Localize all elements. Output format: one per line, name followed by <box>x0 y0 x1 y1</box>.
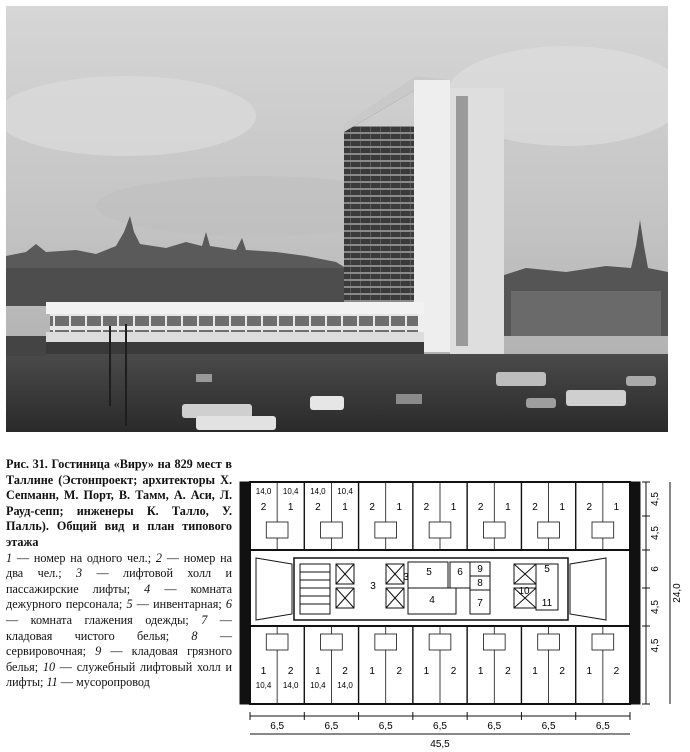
legend-text: — мусоропровод <box>57 675 150 690</box>
bottom-dimension: 6,5 <box>487 721 502 732</box>
bathroom-block <box>321 522 343 538</box>
bathroom-block <box>592 522 614 538</box>
legend-num: 2 <box>155 550 162 565</box>
core-room-number: 3 <box>370 581 376 592</box>
legend-text: — комната глажения одежды; <box>6 612 189 627</box>
bottom-dimension: 6,5 <box>433 721 447 732</box>
right-dimension: 6 <box>650 566 661 572</box>
legend-text: — номер на одного чел.; <box>12 550 152 565</box>
legend-num: 7 <box>201 612 208 627</box>
room-number: 2 <box>396 666 403 677</box>
bottom-dimension: 6,5 <box>595 721 610 732</box>
room-number: 1 <box>505 502 511 513</box>
bottom-dimension: 6,5 <box>270 721 285 732</box>
room-number: 1 <box>287 502 294 513</box>
core-room-number: 5 <box>544 564 550 575</box>
legend-item <box>126 597 221 611</box>
room-number: 1 <box>423 666 430 677</box>
bathroom-block <box>266 634 288 650</box>
room-number: 2 <box>342 666 348 677</box>
bathroom-block <box>538 522 560 538</box>
legend-list <box>6 551 232 691</box>
core-room-number: 9 <box>477 564 483 575</box>
room-number: 2 <box>287 666 294 677</box>
hotel-photo <box>6 6 668 432</box>
bathroom-block <box>266 522 288 538</box>
plan-labels <box>250 482 683 750</box>
room-number: 1 <box>477 666 484 677</box>
bathroom-block <box>483 522 505 538</box>
legend-text: — сервировочная; <box>6 628 233 659</box>
legend-text: — комната дежурного персонала; <box>6 581 232 612</box>
room-dimension: 10,4 <box>255 681 272 690</box>
legend-num: 8 <box>191 628 198 643</box>
total-width: 45,5 <box>430 739 450 750</box>
room-dimension: 10,4 <box>337 487 353 496</box>
caption-title: Рис. 31. Гостиница «Виру» на 829 мест в Таллине (Эстонпроект; архитекторы Х. Сепманн, М. Порт, В. Тамм, А. Аси, Л. Рауд-сепп; инженеры К. Талло, У. Палль). Общий вид и план типового этажа <box>6 457 232 549</box>
bathroom-block <box>321 634 343 650</box>
right-dimension: 4,5 <box>650 638 661 653</box>
legend-text: — лифтовой холл и пассажирские лифты; <box>6 566 232 596</box>
legend-text: — номер на два чел.; <box>6 550 233 581</box>
core-room-number: 6 <box>457 567 463 578</box>
room-number: 1 <box>559 502 565 513</box>
legend-text: — кладовая чистого белья; <box>6 612 232 643</box>
legend-text: — кладовая грязного белья; <box>6 644 233 674</box>
total-depth: 24,0 <box>672 583 683 603</box>
bathroom-block <box>538 634 560 650</box>
figure-caption <box>6 457 232 691</box>
room-number: 1 <box>260 666 267 677</box>
core-room-number: 3 <box>403 572 409 583</box>
bathroom-block <box>375 634 397 650</box>
bathroom-block <box>429 522 451 538</box>
room-dimension: 14,0 <box>282 681 299 690</box>
legend-num: 5 <box>126 597 133 612</box>
room-dimension: 10,4 <box>282 487 299 496</box>
legend-num: 3 <box>75 566 83 581</box>
room-dimension: 10,4 <box>310 681 326 690</box>
legend-text: — инвентарная; <box>132 597 222 612</box>
right-dimension: 4,5 <box>650 492 661 506</box>
core-room-number: 7 <box>477 598 483 609</box>
legend-item <box>6 551 151 565</box>
room-number: 1 <box>369 666 375 677</box>
room-number: 2 <box>369 502 375 513</box>
room-number: 2 <box>586 502 593 513</box>
room-number: 2 <box>559 666 565 677</box>
room-number: 2 <box>613 666 620 677</box>
room-number: 2 <box>477 502 484 513</box>
bathroom-block <box>483 634 505 650</box>
right-dimension: 4,5 <box>650 600 661 614</box>
legend-num: 9 <box>95 644 102 659</box>
core-room-number: 4 <box>429 595 435 606</box>
bathroom-block <box>592 634 614 650</box>
room-number: 2 <box>505 666 511 677</box>
right-dimension: 4,5 <box>650 526 661 540</box>
floor-plan <box>236 458 686 752</box>
room-number: 1 <box>613 502 620 513</box>
bathroom-block <box>429 634 451 650</box>
core-room-number: 8 <box>477 578 483 589</box>
legend-num: 4 <box>144 581 151 596</box>
core-room-number: 11 <box>541 598 553 609</box>
room-number: 1 <box>450 502 457 513</box>
legend-item <box>46 675 149 689</box>
room-dimension: 14,0 <box>310 487 326 496</box>
legend-num: 6 <box>225 597 233 612</box>
room-number: 2 <box>532 502 538 513</box>
core-room-number: 5 <box>426 567 432 578</box>
room-number: 1 <box>342 502 348 513</box>
bottom-dimension: 6,5 <box>324 721 339 732</box>
room-dimension: 14,0 <box>255 487 272 496</box>
room-number: 2 <box>450 666 457 677</box>
legend-num: 11 <box>46 675 58 690</box>
room-number: 2 <box>315 502 321 513</box>
room-number: 1 <box>315 666 321 677</box>
room-number: 2 <box>423 502 430 513</box>
room-number: 1 <box>586 666 593 677</box>
bottom-dimension: 6,5 <box>378 721 393 732</box>
room-dimension: 14,0 <box>337 681 353 690</box>
bottom-dimension: 6,5 <box>541 721 556 732</box>
bathroom-block <box>375 522 397 538</box>
room-number: 1 <box>532 666 538 677</box>
legend-num: 10 <box>42 659 56 674</box>
legend-num: 1 <box>6 550 13 565</box>
room-number: 2 <box>260 502 267 513</box>
core-room-number: 10 <box>518 586 530 597</box>
room-number: 1 <box>396 502 403 513</box>
legend-text: — служебный лифтовый холл и лифты; <box>6 659 232 690</box>
